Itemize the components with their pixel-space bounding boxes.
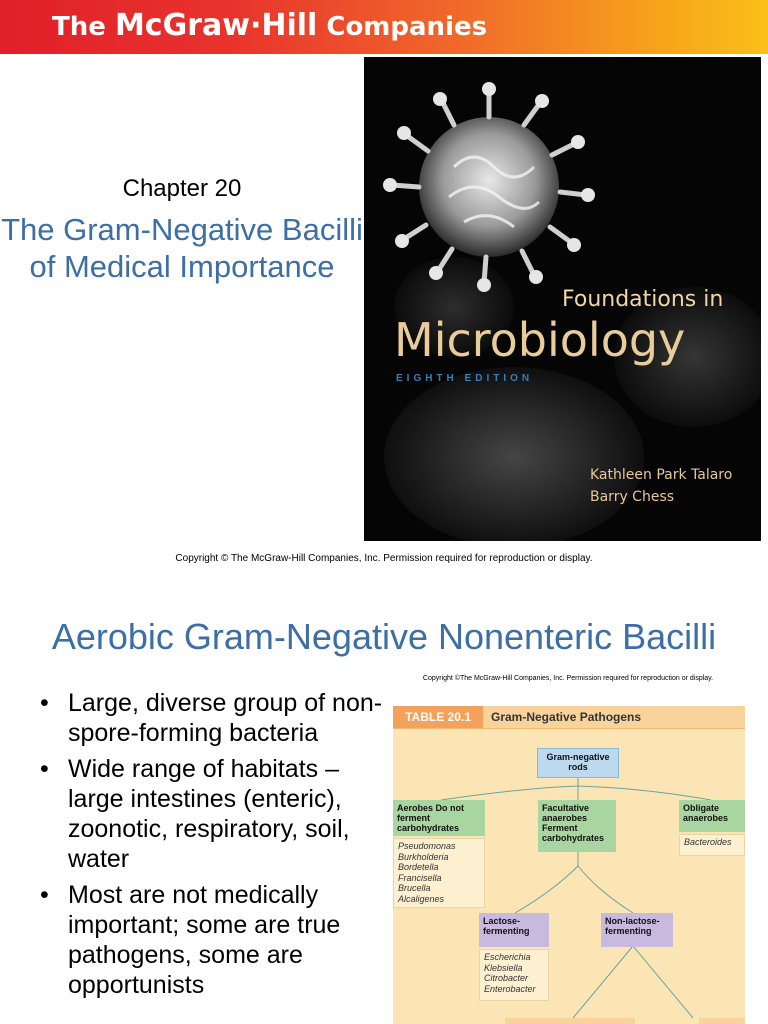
- aerobes-genus-list: [393, 838, 485, 908]
- node-aerobes: Aerobes Do not ferment carbohydrates: [393, 800, 485, 836]
- logo-companies: Companies: [317, 12, 488, 42]
- table-caption: Gram-Negative Pathogens: [491, 710, 642, 724]
- cover-edition: EIGHTH EDITION: [396, 373, 534, 384]
- slide2-title: Aerobic Gram-Negative Nonenteric Bacilli: [51, 616, 717, 657]
- figure-copyright: Copyright ©The McGraw-Hill Companies, Inc. Permission required for reproduction or display.: [422, 675, 714, 682]
- bullet-list: [38, 688, 388, 1006]
- node-facultative-anaerobes: Facultative anaerobes Ferment carbohydrates: [538, 800, 616, 852]
- genus-name: Citrobacter: [484, 973, 529, 983]
- table-cutoff-box: [505, 1018, 635, 1024]
- cover-title: Microbiology: [394, 313, 686, 367]
- genus-name: Enterobacter: [484, 983, 536, 994]
- slide1-copyright: Copyright © The McGraw-Hill Companies, Inc. Permission required for reproduction or display.: [175, 553, 593, 564]
- genus-name: Burkholderia: [398, 851, 449, 862]
- book-cover: [364, 57, 761, 541]
- logo-the: The: [52, 12, 115, 42]
- node-non-lactose-fermenting: Non-lactose-fermenting: [601, 913, 673, 947]
- pathogen-table-figure: [393, 706, 745, 1024]
- genus-name: Brucella: [398, 883, 431, 893]
- bullet-item: • Wide range of habitats – large intestines (enteric), zoonotic, respiratory, soil, water: [38, 754, 388, 874]
- publisher-banner: [0, 0, 768, 54]
- logo-mcgraw-hill: McGraw·Hill: [114, 8, 318, 43]
- lactose-genus-list: [479, 949, 549, 1001]
- genus-name: Bordetella: [398, 862, 439, 872]
- genus-name: Escherichia: [484, 952, 531, 962]
- table-cutoff-box: [699, 1018, 745, 1024]
- genus-name: Klebsiella: [484, 962, 523, 973]
- chapter-title: The Gram-Negative Bacilli of Medical Importance: [1, 212, 363, 284]
- node-obligate-anaerobes: Obligate anaerobes: [679, 800, 745, 832]
- bullet-item: • Large, diverse group of non-spore-forming bacteria: [38, 688, 388, 748]
- chapter-number: Chapter 20: [122, 175, 242, 202]
- bullet-item: • Most are not medically important; some are true pathogens, some are opportunists: [38, 880, 388, 1000]
- publisher-logo: [52, 8, 487, 43]
- node-lactose-fermenting: Lactose-fermenting: [479, 913, 549, 947]
- table-number: TABLE 20.1: [393, 706, 483, 728]
- genus-name: Bacteroides: [684, 837, 732, 847]
- cover-author-1: Kathleen Park Talaro: [590, 467, 733, 483]
- cover-subtitle: Foundations in: [562, 287, 724, 312]
- genus-name: Pseudomonas: [398, 841, 456, 851]
- genus-name: Alcaligenes: [398, 893, 445, 904]
- genus-name: Francisella: [398, 872, 442, 883]
- cover-author-2: Barry Chess: [590, 489, 675, 505]
- obligate-genus-list: [679, 834, 745, 856]
- node-gram-negative-rods: Gram-negative rods: [537, 748, 619, 778]
